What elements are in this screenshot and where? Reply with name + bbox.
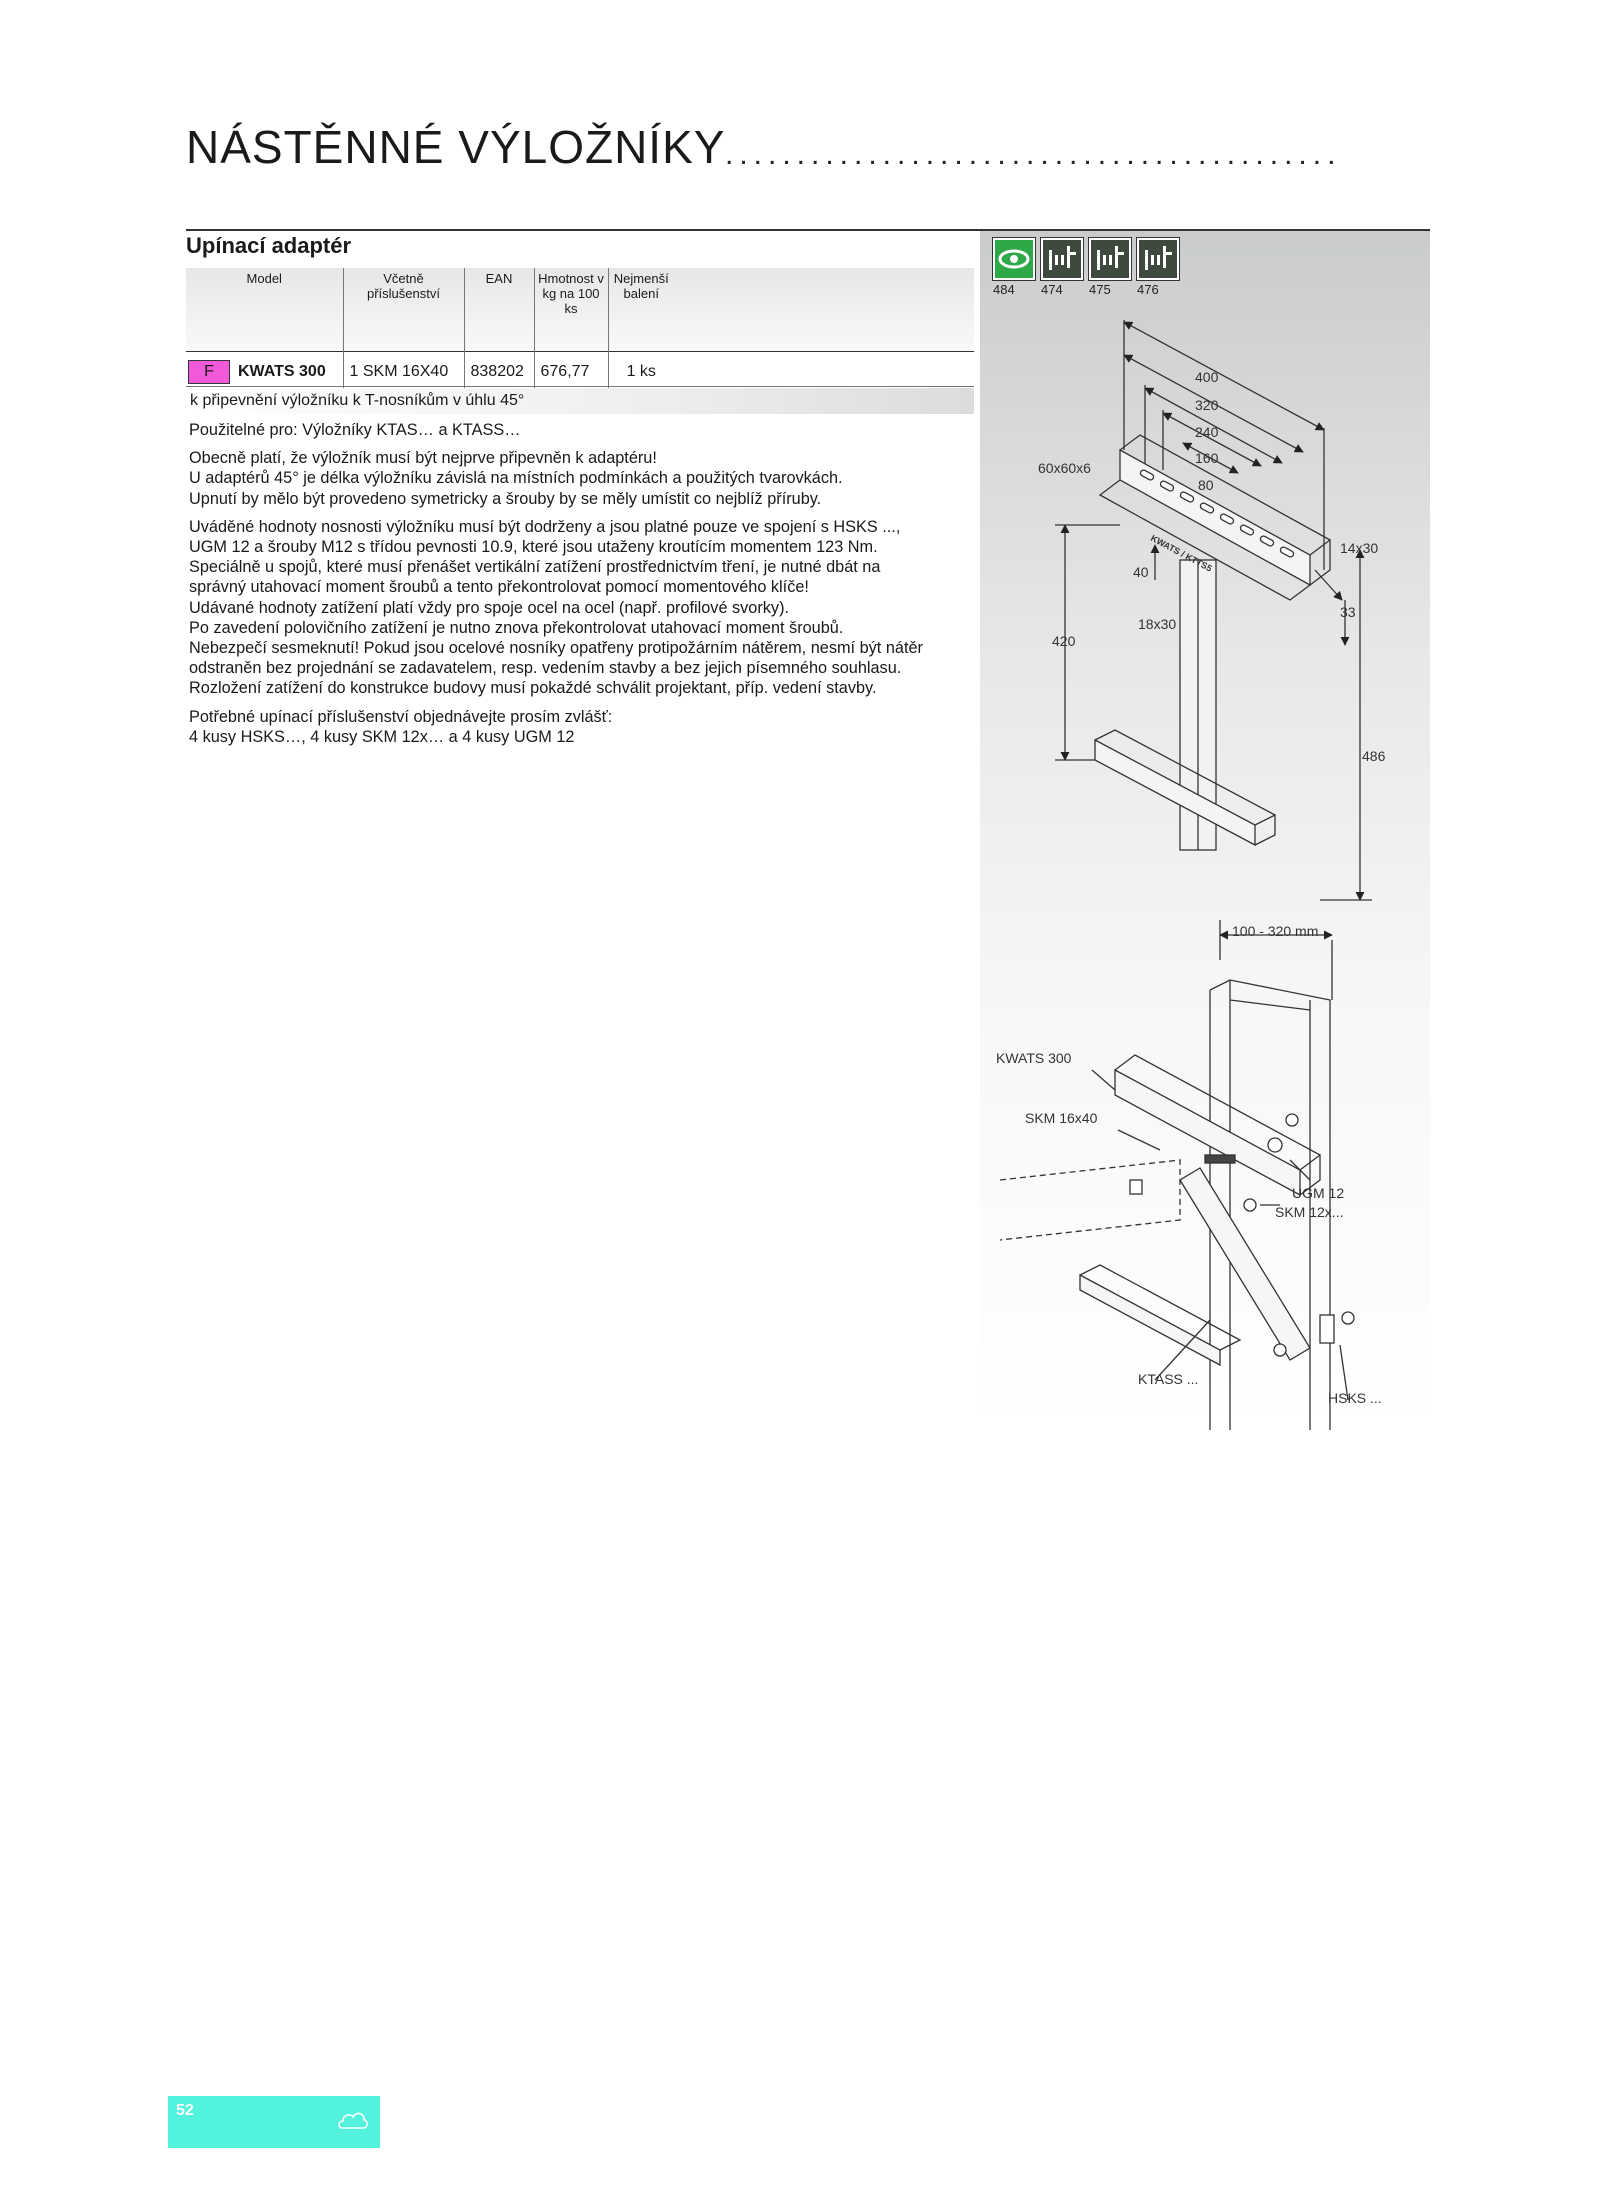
dim-label: 60x60x6 <box>1038 460 1091 476</box>
spacer-cell <box>674 352 974 389</box>
model-cell <box>186 352 343 389</box>
weight-cell: 676,77 <box>534 352 608 389</box>
text-line: Uváděné hodnoty nosnosti výložníku musí být dodrženy a jsou platné pouze ve spojení s HSKS ..., <box>189 517 901 536</box>
paragraph-load <box>189 517 979 699</box>
part-label: HSKS ... <box>1328 1390 1382 1406</box>
dim-label: 40 <box>1133 564 1149 580</box>
table-row <box>186 352 974 389</box>
text-line: Nebezpečí sesmeknutí! Pokud jsou ocelové nosníky opatřeny protipožárním nátěrem, nesmí být nátěr <box>189 639 923 658</box>
subtitle-bar: k připevnění výložníku k T-nosníkům v úhlu 45° <box>186 388 974 414</box>
text-line: odstraněn bez projednání se zadavatelem, resp. vedením stavby a bez jejich písemného souhlasu. <box>189 659 902 678</box>
section-title: Upínací adaptér <box>186 233 352 258</box>
part-label: KTASS ... <box>1138 1371 1199 1387</box>
icon-label: 474 <box>1041 282 1063 297</box>
col-header-accessories: Včetně příslušenství <box>343 268 464 352</box>
pack-cell: 1 ks <box>608 352 674 389</box>
paragraph-accessories <box>189 707 979 747</box>
bracket-icon <box>1137 238 1179 280</box>
bracket-stamp: KWATS / KTTS5 <box>1149 532 1214 574</box>
ean-cell: 838202 <box>464 352 534 389</box>
bracket-icon <box>1041 238 1083 280</box>
part-label: SKM 12x... <box>1275 1204 1344 1220</box>
footer-block <box>168 2096 380 2148</box>
dim-label: 240 <box>1195 424 1219 440</box>
col-header-spacer <box>674 268 974 352</box>
cloud-outline-icon <box>336 2104 370 2138</box>
dim-label: 420 <box>1052 633 1076 649</box>
col-header-ean: EAN <box>464 268 534 352</box>
text-line: Upnutí by mělo být provedeno symetricky a šrouby by se měly umístit co nejblíž příruby. <box>189 489 822 508</box>
dim-label: 18x30 <box>1138 616 1177 632</box>
text-line: Udávané hodnoty zatížení platí vždy pro spoje ocel na ocel (např. profilové svorky). <box>189 598 790 617</box>
part-label: SKM 16x40 <box>1025 1110 1098 1126</box>
title-dot-leader: ........................................... <box>725 138 1342 168</box>
text-line: Obecně platí, že výložník musí být nejprve připevněn k adaptéru! <box>189 449 657 468</box>
dim-label: 80 <box>1198 477 1214 493</box>
col-header-model: Model <box>186 268 343 352</box>
range-label: 100 - 320 mm <box>1232 923 1319 939</box>
dim-label: 400 <box>1195 369 1219 385</box>
row-rule <box>186 386 974 387</box>
icon-labels <box>993 282 1179 297</box>
icon-label: 476 <box>1137 282 1159 297</box>
technical-drawing <box>980 300 1430 1430</box>
dim-label: 33 <box>1340 604 1356 620</box>
accessories-cell: 1 SKM 16X40 <box>343 352 464 389</box>
text-line: správný utahovací moment šroubů a tento překontrolovat pomocí momentového klíče! <box>189 578 809 597</box>
text-line: Po zavedení polovičního zatížení je nutno znova překontrolovat utahovací moment šroubů. <box>189 618 844 637</box>
part-label: KWATS 300 <box>996 1050 1072 1066</box>
col-header-pack: Nejmenší balení <box>608 268 674 352</box>
text-line: Speciálně u spojů, které musí přenášet vertikální zatížení prostřednictvím tření, je nutné dbát na <box>189 558 881 577</box>
eye-icon <box>993 238 1035 280</box>
text-line: 4 kusy HSKS…, 4 kusy SKM 12x… a 4 kusy UGM 12 <box>189 727 575 746</box>
text-line: UGM 12 a šrouby M12 s třídou pevnosti 10.9, které jsou utaženy kroutícím momentem 123 Nm. <box>189 538 878 557</box>
text-line: U adaptérů 45° je délka výložníku závislá na místních podmínkách a použitých tvarovkách. <box>189 469 843 488</box>
icon-label: 484 <box>993 282 1015 297</box>
dim-label: 486 <box>1362 748 1386 764</box>
assembly-drawing <box>1000 920 1354 1430</box>
page-number: 52 <box>176 2102 194 2119</box>
page-title: NÁSTĚNNÉ VÝLOŽNÍKY <box>186 121 726 173</box>
part-label: UGM 12 <box>1292 1185 1345 1201</box>
dim-label: 160 <box>1195 450 1219 466</box>
text-line: Potřebné upínací příslušenství objednávejte prosím zvlášť: <box>189 707 613 726</box>
paragraph-mounting <box>189 448 979 509</box>
col-header-weight: Hmotnost v kg na 100 ks <box>534 268 608 352</box>
table-header-row <box>186 268 974 352</box>
body-text <box>189 420 979 755</box>
model-name: KWATS 300 <box>238 363 326 381</box>
product-table <box>186 268 974 388</box>
bracket-icon <box>1089 238 1131 280</box>
text-line: Rozložení zatížení do konstrukce budovy musí pokaždé schválit projektant, příp. vedení stavby. <box>189 679 877 698</box>
feature-icons <box>993 238 1179 280</box>
f-badge: F <box>188 360 230 384</box>
dim-label: 320 <box>1195 397 1219 413</box>
usable-for: Použitelné pro: Výložníky KTAS… a KTASS… <box>189 421 521 439</box>
icon-label: 475 <box>1089 282 1111 297</box>
dim-label: 14x30 <box>1340 540 1379 556</box>
